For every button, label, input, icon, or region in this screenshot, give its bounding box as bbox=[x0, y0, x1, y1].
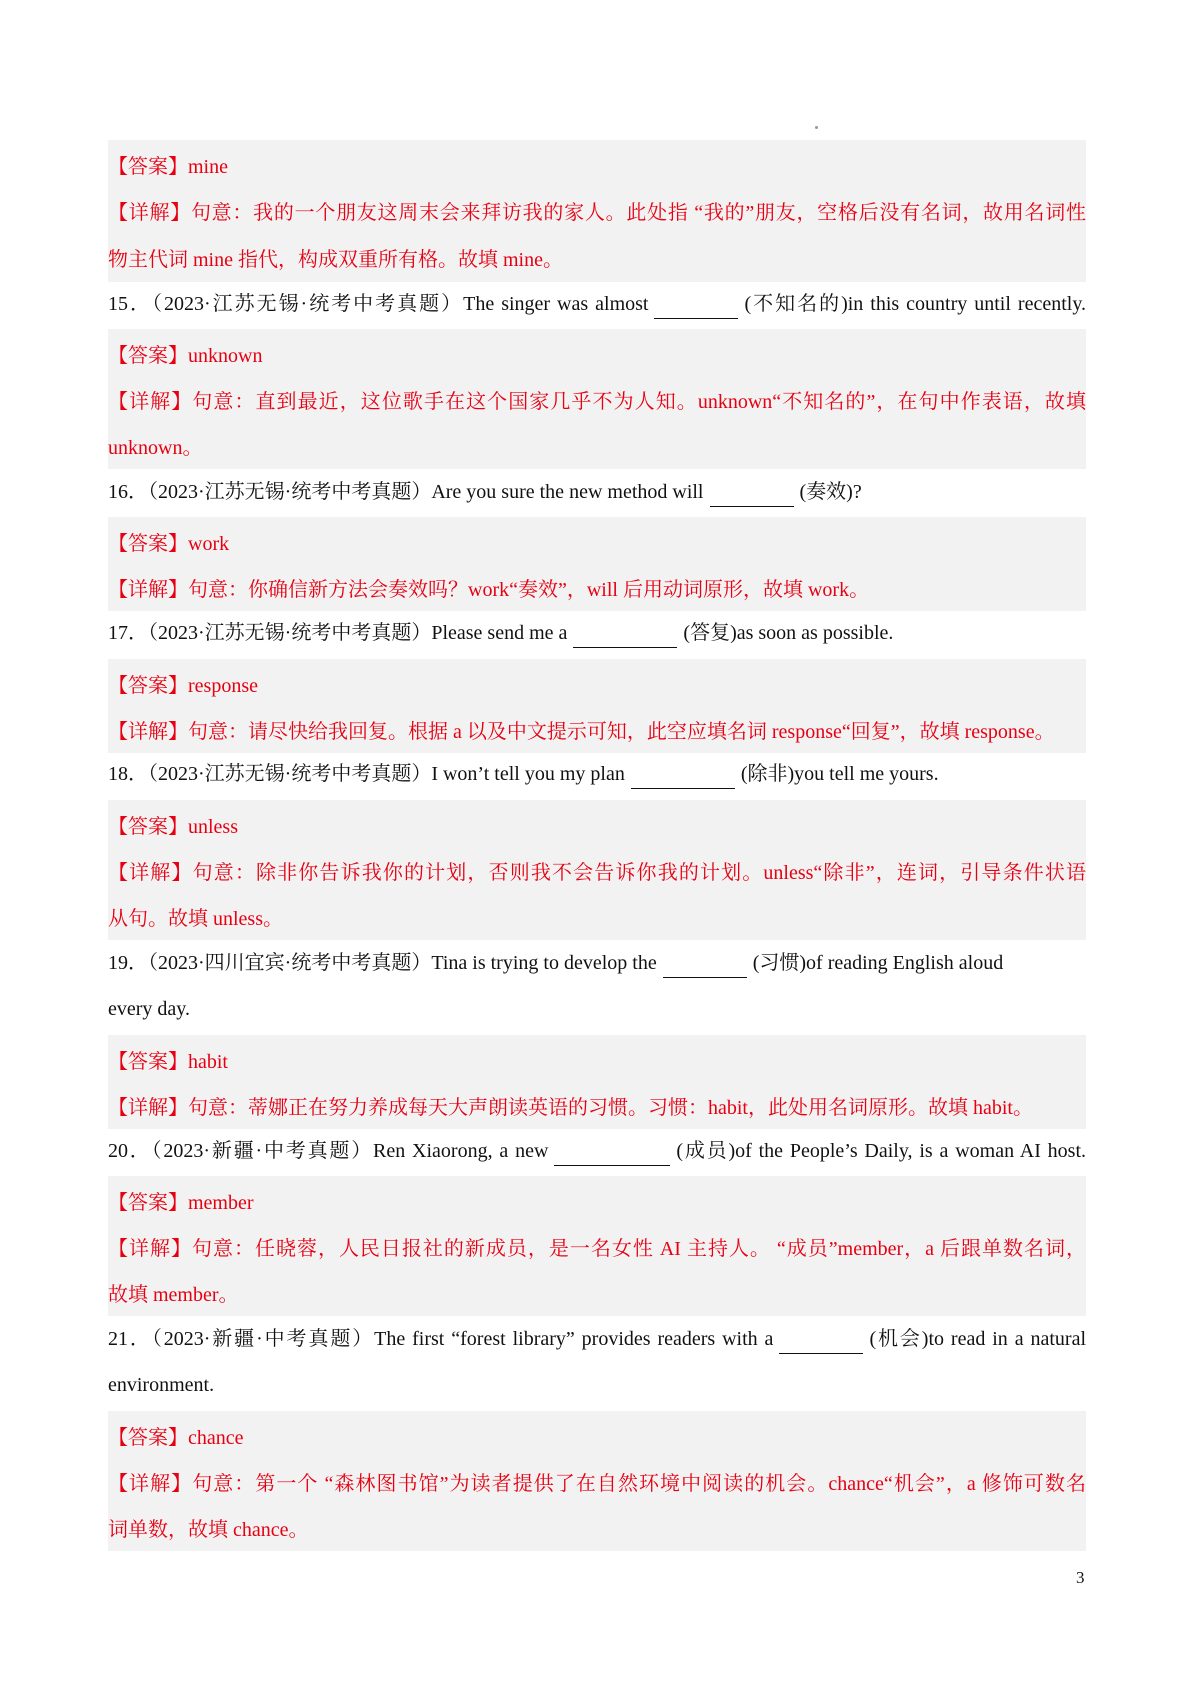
question-text: environment. bbox=[108, 1374, 215, 1396]
answer-value: unknown bbox=[188, 345, 263, 367]
detail-text: 句意：除非你告诉我你的计划，否则我不会告诉你我的计划。unless“除非”，连词，引导条件状语 bbox=[192, 862, 1086, 884]
detail-text: 句意：你确信新方法会奏效吗？work“奏效”，will 后用动词原形，故填 work。 bbox=[188, 579, 870, 601]
question-number: 20． bbox=[108, 1140, 152, 1162]
question-text: The singer was almost bbox=[463, 293, 649, 315]
detail-tag: 【详解】 bbox=[108, 1097, 188, 1119]
answer-line-q18 bbox=[108, 812, 1086, 842]
detail-text: 句意：蒂娜正在努力养成每天大声朗读英语的习惯。习惯：habit，此处用名词原形。故填 habit。 bbox=[188, 1097, 1033, 1119]
detail-tag: 【详解】 bbox=[108, 1473, 193, 1495]
chinese-hint: (成员) bbox=[676, 1140, 736, 1162]
question-source: （2023·江苏无锡·统考中考真题） bbox=[148, 622, 432, 644]
scan-dot bbox=[815, 126, 818, 129]
question-text: Are you sure the new method will bbox=[431, 481, 704, 503]
question-source: （2023·新疆·中考真题） bbox=[151, 1328, 375, 1350]
question-number: 17． bbox=[108, 622, 148, 644]
chinese-hint: (除非) bbox=[740, 763, 795, 785]
detail-line-q18-1 bbox=[108, 858, 1086, 888]
question-q19-cont bbox=[108, 994, 1086, 1024]
answer-line-q20 bbox=[108, 1188, 1086, 1218]
chinese-hint: (习惯) bbox=[752, 952, 807, 974]
question-source: （2023·四川宜宾·统考中考真题） bbox=[148, 952, 432, 974]
question-source: （2023·江苏无锡·统考中考真题） bbox=[151, 293, 464, 315]
question-text: as soon as possible. bbox=[736, 622, 894, 644]
answer-value: unless bbox=[188, 816, 238, 838]
answer-line-q16 bbox=[108, 529, 1086, 559]
question-source: （2023·江苏无锡·统考中考真题） bbox=[148, 763, 432, 785]
answer-line-q19 bbox=[108, 1047, 1086, 1077]
answer-tag: 【答案】 bbox=[108, 533, 188, 555]
question-q15 bbox=[108, 289, 1086, 319]
question-source: （2023·江苏无锡·统考中考真题） bbox=[148, 481, 432, 503]
answer-value: member bbox=[188, 1192, 254, 1214]
detail-line-q16-1 bbox=[108, 575, 1086, 605]
answer-line-q21 bbox=[108, 1423, 1086, 1453]
question-number: 16． bbox=[108, 481, 148, 503]
detail-text: 从句。故填 unless。 bbox=[108, 908, 283, 930]
detail-tag: 【详解】 bbox=[108, 862, 193, 884]
detail-line-q17-1 bbox=[108, 717, 1086, 747]
answer-tag: 【答案】 bbox=[108, 816, 188, 838]
question-number: 15． bbox=[108, 293, 152, 315]
detail-line-q20-2 bbox=[108, 1280, 1086, 1310]
detail-line-q15-2 bbox=[108, 433, 1086, 463]
answer-value: work bbox=[188, 533, 230, 555]
chinese-hint: (奏效) bbox=[799, 481, 853, 503]
chinese-hint: (答复) bbox=[683, 622, 737, 644]
answer-tag: 【答案】 bbox=[108, 1427, 188, 1449]
answer-line-q14 bbox=[108, 152, 1086, 182]
answer-value: habit bbox=[188, 1051, 228, 1073]
detail-text: 句意：我的一个朋友这周末会来拜访我的家人。此处指 “我的”朋友，空格后没有名词，故用名词性 bbox=[190, 202, 1086, 224]
question-text: I won’t tell you my plan bbox=[431, 763, 625, 785]
answer-tag: 【答案】 bbox=[108, 156, 188, 178]
detail-tag: 【详解】 bbox=[108, 721, 188, 743]
answer-blank bbox=[573, 625, 677, 648]
detail-text: 故填 member。 bbox=[108, 1284, 239, 1306]
detail-line-q19-1 bbox=[108, 1093, 1086, 1123]
answer-blank bbox=[710, 484, 794, 507]
answer-line-q17 bbox=[108, 671, 1086, 701]
question-source: （2023·新疆·中考真题） bbox=[151, 1140, 374, 1162]
question-q19 bbox=[108, 948, 1086, 978]
question-text: Ren Xiaorong, a new bbox=[373, 1140, 549, 1162]
answer-value: chance bbox=[188, 1427, 244, 1449]
detail-line-q14-1 bbox=[108, 198, 1086, 228]
detail-text: unknown。 bbox=[108, 437, 203, 459]
answer-blank bbox=[631, 766, 735, 789]
detail-text: 句意：请尽快给我回复。根据 a 以及中文提示可知，此空应填名词 response“回复”，故填 response。 bbox=[188, 721, 1055, 743]
question-text: Tina is trying to develop the bbox=[431, 952, 657, 974]
detail-text: 句意：第一个 “森林图书馆”为读者提供了在自然环境中阅读的机会。chance“机会”，a 修饰可数名 bbox=[192, 1473, 1086, 1495]
detail-line-q21-1 bbox=[108, 1469, 1086, 1499]
question-q20 bbox=[108, 1136, 1086, 1166]
question-text: ? bbox=[852, 481, 862, 503]
answer-tag: 【答案】 bbox=[108, 675, 188, 697]
question-text: every day. bbox=[108, 998, 190, 1020]
page-number: 3 bbox=[1076, 1568, 1085, 1587]
question-text: to read in a natural bbox=[928, 1328, 1086, 1350]
detail-line-q18-2 bbox=[108, 904, 1086, 934]
detail-line-q21-2 bbox=[108, 1515, 1086, 1545]
detail-line-q14-2 bbox=[108, 245, 1086, 275]
answer-blank bbox=[663, 955, 747, 978]
question-q16 bbox=[108, 477, 1086, 507]
detail-tag: 【详解】 bbox=[108, 391, 193, 413]
detail-tag: 【详解】 bbox=[108, 1238, 192, 1260]
answer-tag: 【答案】 bbox=[108, 345, 188, 367]
answer-blank bbox=[554, 1143, 670, 1166]
answer-line-q15 bbox=[108, 341, 1086, 371]
detail-line-q15-1 bbox=[108, 387, 1086, 417]
question-q21 bbox=[108, 1324, 1086, 1354]
question-text: in this country until recently. bbox=[847, 293, 1086, 315]
detail-tag: 【详解】 bbox=[108, 202, 191, 224]
detail-tag: 【详解】 bbox=[108, 579, 188, 601]
detail-text: 物主代词 mine 指代，构成双重所有格。故填 mine。 bbox=[108, 249, 563, 271]
answer-value: mine bbox=[188, 156, 228, 178]
detail-line-q20-1 bbox=[108, 1234, 1086, 1264]
question-q21-cont bbox=[108, 1370, 1086, 1400]
question-text: Please send me a bbox=[431, 622, 568, 644]
detail-text: 句意：直到最近，这位歌手在这个国家几乎不为人知。unknown“不知名的”，在句中作表语，故填 bbox=[192, 391, 1086, 413]
detail-text: 句意：任晓蓉，人民日报社的新成员，是一名女性 AI 主持人。 “成员”member，a 后跟单数名词， bbox=[191, 1238, 1086, 1260]
answer-value: response bbox=[188, 675, 258, 697]
question-q18 bbox=[108, 759, 1086, 789]
answer-blank bbox=[654, 296, 738, 319]
question-text: of the People’s Daily, is a woman AI host. bbox=[735, 1140, 1086, 1162]
question-number: 19． bbox=[108, 952, 148, 974]
question-text: you tell me yours. bbox=[794, 763, 939, 785]
detail-text: 词单数，故填 chance。 bbox=[108, 1519, 309, 1541]
answer-blank bbox=[779, 1331, 863, 1354]
question-q17 bbox=[108, 618, 1086, 648]
question-text: The first “forest library” provides readers with a bbox=[374, 1328, 774, 1350]
chinese-hint: (不知名的) bbox=[744, 293, 848, 315]
answer-tag: 【答案】 bbox=[108, 1051, 188, 1073]
question-number: 21． bbox=[108, 1328, 152, 1350]
question-number: 18． bbox=[108, 763, 148, 785]
chinese-hint: (机会) bbox=[869, 1328, 929, 1350]
question-text: of reading English aloud bbox=[806, 952, 1004, 974]
answer-tag: 【答案】 bbox=[108, 1192, 188, 1214]
